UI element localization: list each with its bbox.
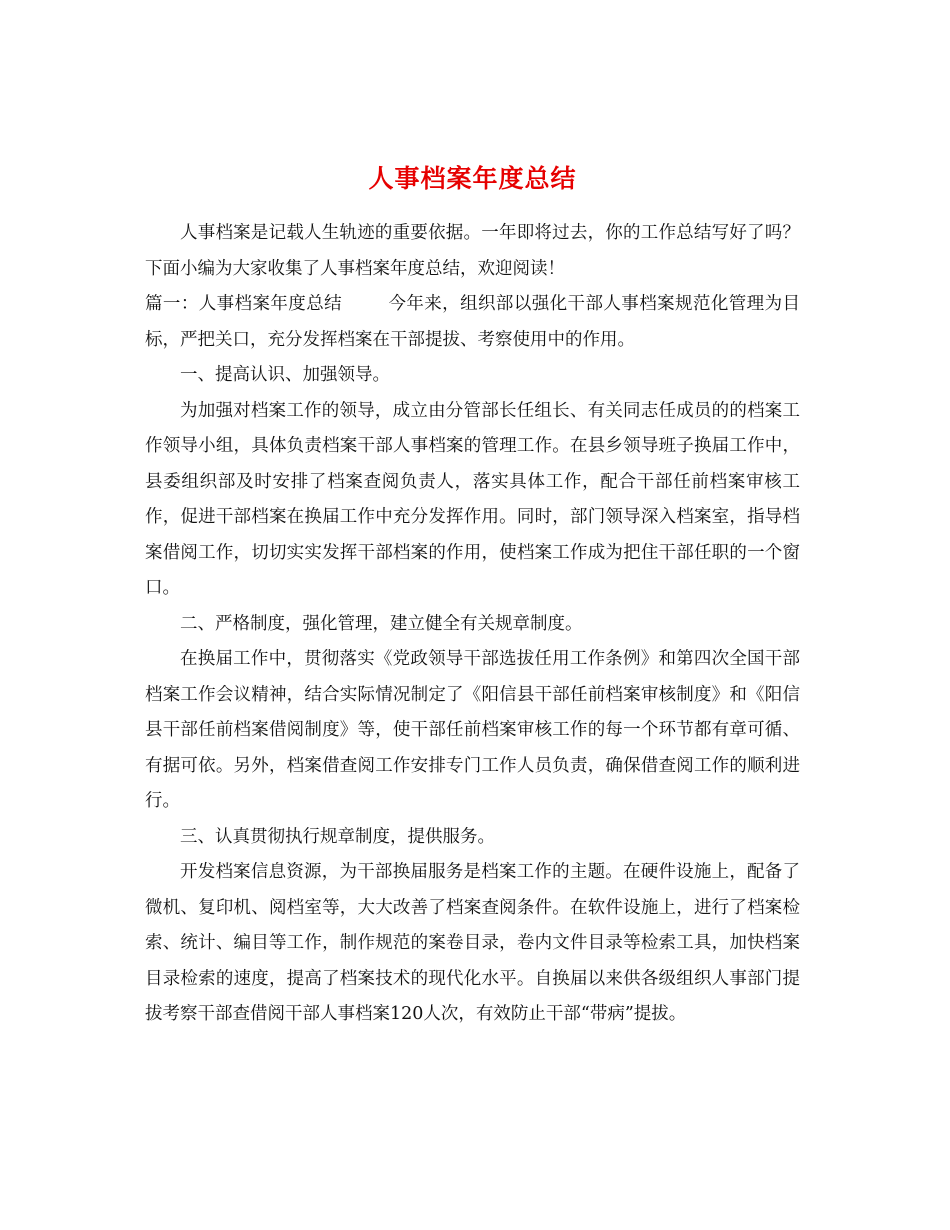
section2-heading: 二、严格制度，强化管理，建立健全有关规章制度。 (180, 613, 583, 634)
section1-body: 为加强对档案工作的领导，成立由分管部长任组长、有关同志任成员的的档案工作领导小组，具体负责档案干部人事档案的管理工作。在县乡领导班子换届工作中，县委组织部及时安排了档案查阅负责人，落实具体工作，配合干部任前档案审核工作，促进干部档案在换届工作中充分发挥作用。同时，部门领导深入档案室，指导档案借阅工作，切切实实发挥干部档案的作用，使档案工作成为把住干部任职的一个窗口。 (145, 400, 800, 598)
chapter-heading: 篇一：人事档案年度总结 (145, 294, 343, 314)
section3-heading: 三、认真贯彻执行规章制度，提供服务。 (180, 826, 495, 847)
chapter-first-text: 今年来，组织部以强化干部人事档案规范化管理为目标，严把关口，充分发挥档案在干部提拔、考察使用中的作用。 (145, 294, 801, 350)
section3-body: 开发档案信息资源，为干部换届服务是档案工作的主题。在硬件设施上，配备了微机、复印机、阅档室等，大大改善了档案查阅条件。在软件设施上，进行了档案检索、统计、编目等工作，制作规范的案卷目录，卷内文件目录等检索工具，加快档案目录检索的速度，提高了档案技术的现代化水平。自换届以来供各级组织人事部门提拔考察干部查借阅干部人事档案120人次，有效防止干部“带病”提拔。 (145, 862, 800, 1024)
section2-body: 在换届工作中，贯彻落实《党政领导干部选拔任用工作条例》和第四次全国干部档案工作会议精神，结合实际情况制定了《阳信县干部任前档案审核制度》和《阳信县干部任前档案借阅制度》等，使干部任前档案审核工作的每一个环节都有章可循、有据可依。另外，档案借查阅工作安排专门工作人员负责，确保借查阅工作的顺利进行。 (145, 649, 800, 811)
document-body (145, 216, 800, 1033)
intro-paragraph: 人事档案是记载人生轨迹的重要依据。一年即将过去，你的工作总结写好了吗？下面小编为大家收集了人事档案年度总结，欢迎阅读！ (145, 223, 800, 279)
chapter-paragraph (145, 287, 800, 358)
section1-heading: 一、提高认识、加强领导。 (180, 365, 390, 385)
document-title: 人事档案年度总结 (368, 163, 577, 193)
